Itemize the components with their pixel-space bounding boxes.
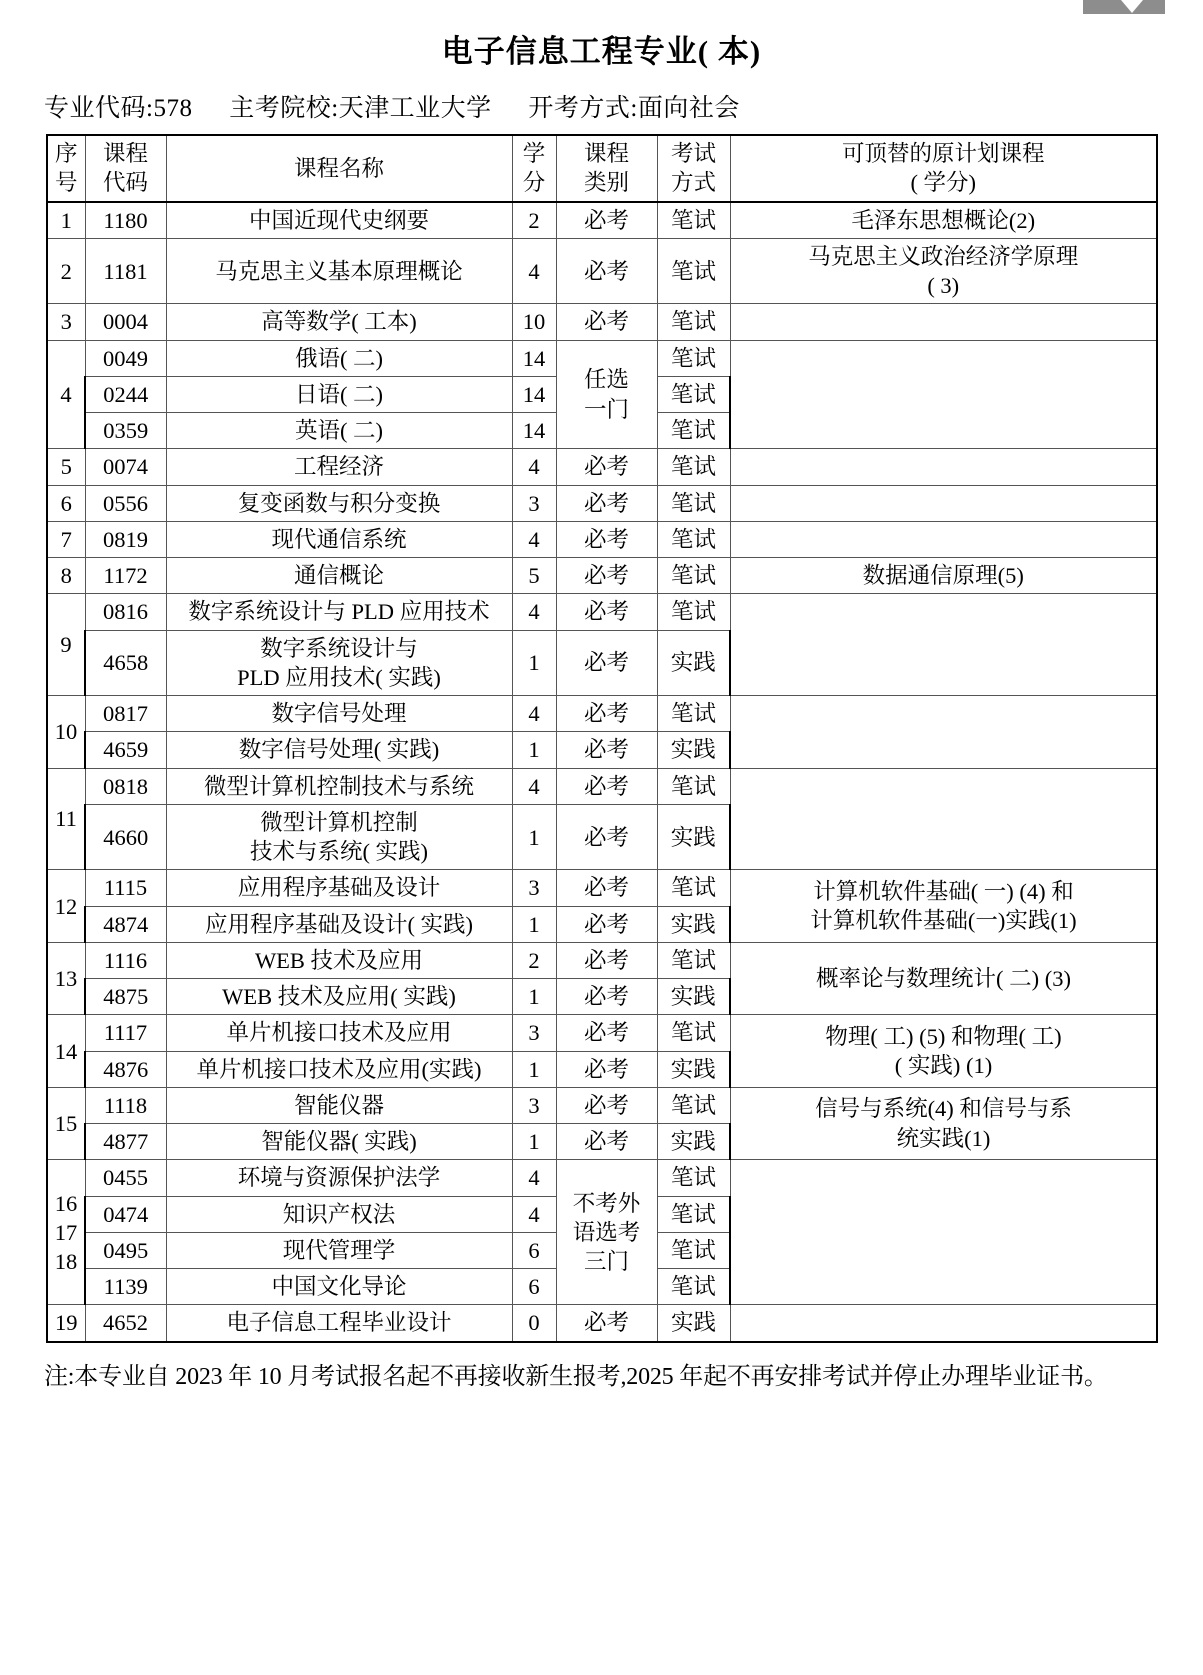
course-type-line3: 三门 bbox=[583, 1249, 629, 1275]
cell-exam-method: 笔试 bbox=[657, 1232, 730, 1268]
cell-course-name bbox=[166, 594, 512, 630]
course-name-line1: 微型计算机控制技术与系统 bbox=[203, 773, 474, 799]
host-school: 主考院校:天津工业大学 bbox=[229, 95, 492, 123]
course-name-line1: 智能仪器 bbox=[293, 1092, 384, 1118]
cell-substitute-course bbox=[730, 1015, 1157, 1088]
course-name-line1: 复变函数与积分变换 bbox=[237, 490, 441, 516]
cell-course-code: 0474 bbox=[85, 1196, 166, 1232]
table-row bbox=[47, 1305, 1157, 1342]
substitute-course-line2: ( 3) bbox=[927, 273, 960, 299]
substitute-course-line2: 计算机软件基础(一)实践(1) bbox=[810, 908, 1077, 934]
cell-course-code: 1116 bbox=[85, 942, 166, 978]
cell-substitute-course bbox=[730, 1305, 1157, 1342]
cell-course-type: 必考 bbox=[556, 304, 657, 340]
cell-course-type: 必考 bbox=[556, 630, 657, 696]
cell-exam-method: 笔试 bbox=[657, 304, 730, 340]
header-row bbox=[47, 135, 1157, 202]
cell-exam-method: 笔试 bbox=[657, 942, 730, 978]
cell-course-type: 必考 bbox=[556, 521, 657, 557]
col-header-code bbox=[85, 135, 166, 202]
cell-course-code: 0817 bbox=[85, 696, 166, 732]
cell-course-name bbox=[166, 1232, 512, 1268]
sequence-number-line1: 10 bbox=[54, 719, 78, 745]
cell-course-type: 必考 bbox=[556, 906, 657, 942]
cell-exam-method: 笔试 bbox=[657, 558, 730, 594]
sequence-number-line1: 3 bbox=[60, 309, 72, 335]
cell-substitute-course bbox=[730, 449, 1157, 485]
cell-course-code: 0455 bbox=[85, 1160, 166, 1196]
table-header bbox=[47, 135, 1157, 202]
course-name-line1: 数字系统设计与 PLD 应用技术 bbox=[188, 599, 490, 625]
course-name-line1: 日语( 二) bbox=[294, 381, 384, 407]
cell-course-type: 必考 bbox=[556, 942, 657, 978]
col-header-type-line2: 类别 bbox=[583, 170, 629, 196]
course-name-line1: 单片机接口技术及应用 bbox=[226, 1020, 452, 1046]
cell-credit: 14 bbox=[512, 376, 556, 412]
cell-course-name bbox=[166, 1196, 512, 1232]
cell-credit: 4 bbox=[512, 768, 556, 804]
cell-course-name bbox=[166, 1015, 512, 1051]
table-row bbox=[47, 304, 1157, 340]
cell-course-name bbox=[166, 630, 512, 696]
table-row bbox=[47, 340, 1157, 376]
cell-substitute-course bbox=[730, 521, 1157, 557]
cell-sequence-number bbox=[47, 696, 85, 769]
cell-course-code: 4877 bbox=[85, 1124, 166, 1160]
col-header-code-line2: 代码 bbox=[102, 170, 148, 196]
cell-sequence-number bbox=[47, 942, 85, 1015]
col-header-credit-line1: 学 bbox=[522, 141, 546, 167]
table-row bbox=[47, 485, 1157, 521]
cell-exam-method: 实践 bbox=[657, 1051, 730, 1087]
cell-course-name bbox=[166, 413, 512, 449]
course-name-line1: 数字系统设计与 bbox=[260, 635, 418, 661]
page-title: 电子信息工程专业( 本) bbox=[441, 34, 762, 69]
cell-sequence-number bbox=[47, 202, 85, 239]
cell-credit: 3 bbox=[512, 1087, 556, 1123]
cell-course-code: 0556 bbox=[85, 485, 166, 521]
course-name-line1: 中国近现代史纲要 bbox=[248, 207, 429, 233]
cell-course-code: 1172 bbox=[85, 558, 166, 594]
cell-course-type: 必考 bbox=[556, 1124, 657, 1160]
cell-exam-method: 笔试 bbox=[657, 376, 730, 412]
cell-course-type: 必考 bbox=[556, 696, 657, 732]
table-row bbox=[47, 870, 1157, 906]
cell-exam-method: 笔试 bbox=[657, 1196, 730, 1232]
course-type-line2: 语选考 bbox=[572, 1219, 641, 1245]
cell-credit: 2 bbox=[512, 202, 556, 239]
cell-credit: 10 bbox=[512, 304, 556, 340]
sequence-number-line1: 8 bbox=[60, 563, 72, 589]
course-name-line1: 智能仪器( 实践) bbox=[261, 1129, 417, 1155]
course-name-line1: 现代通信系统 bbox=[271, 526, 407, 552]
cell-course-code: 1118 bbox=[85, 1087, 166, 1123]
cell-course-name bbox=[166, 696, 512, 732]
course-plan-table bbox=[46, 134, 1158, 1343]
sequence-number-line1: 1 bbox=[60, 207, 72, 233]
cell-exam-method: 笔试 bbox=[657, 768, 730, 804]
cell-sequence-number bbox=[47, 1087, 85, 1160]
cell-credit: 3 bbox=[512, 485, 556, 521]
cell-course-name bbox=[166, 979, 512, 1015]
cell-course-name bbox=[166, 1124, 512, 1160]
cell-course-code: 4875 bbox=[85, 979, 166, 1015]
cell-course-name bbox=[166, 1269, 512, 1305]
sequence-number-line1: 9 bbox=[60, 632, 72, 658]
course-name-line1: 工程经济 bbox=[293, 454, 384, 480]
course-name-line1: 电子信息工程毕业设计 bbox=[226, 1310, 452, 1336]
cell-course-code: 4660 bbox=[85, 804, 166, 870]
cell-course-name bbox=[166, 521, 512, 557]
cell-course-name bbox=[166, 768, 512, 804]
cell-substitute-course bbox=[730, 238, 1157, 304]
cell-course-name bbox=[166, 1087, 512, 1123]
cell-credit: 0 bbox=[512, 1305, 556, 1342]
cell-course-type: 必考 bbox=[556, 870, 657, 906]
cell-course-code: 4652 bbox=[85, 1305, 166, 1342]
table-row bbox=[47, 942, 1157, 978]
sequence-number-line1: 12 bbox=[54, 893, 78, 919]
cell-course-type bbox=[556, 1160, 657, 1305]
substitute-course-line2: ( 实践) (1) bbox=[894, 1053, 993, 1079]
col-header-substitute-line1: 可顶替的原计划课程 bbox=[841, 141, 1045, 167]
cell-sequence-number bbox=[47, 521, 85, 557]
cell-credit: 5 bbox=[512, 558, 556, 594]
cell-exam-method: 实践 bbox=[657, 630, 730, 696]
course-name-line1: 知识产权法 bbox=[282, 1201, 396, 1227]
col-header-exam bbox=[657, 135, 730, 202]
cell-exam-method: 实践 bbox=[657, 732, 730, 768]
cell-exam-method: 笔试 bbox=[657, 521, 730, 557]
cell-exam-method: 笔试 bbox=[657, 594, 730, 630]
cell-exam-method: 实践 bbox=[657, 906, 730, 942]
cell-course-type bbox=[556, 340, 657, 449]
sequence-number-line1: 19 bbox=[55, 1310, 78, 1336]
cell-course-type: 必考 bbox=[556, 1051, 657, 1087]
cell-exam-method: 实践 bbox=[657, 979, 730, 1015]
cell-substitute-course bbox=[730, 202, 1157, 239]
cell-substitute-course bbox=[730, 558, 1157, 594]
cell-credit: 1 bbox=[512, 732, 556, 768]
course-name-line1: 现代管理学 bbox=[282, 1237, 396, 1263]
col-header-substitute-line2: ( 学分) bbox=[910, 170, 977, 196]
col-header-exam-line1: 考试 bbox=[670, 141, 716, 167]
cell-credit: 1 bbox=[512, 630, 556, 696]
col-header-seq bbox=[47, 135, 85, 202]
cell-credit: 14 bbox=[512, 413, 556, 449]
cell-course-name bbox=[166, 1160, 512, 1196]
cell-credit: 3 bbox=[512, 1015, 556, 1051]
course-name-line1: 俄语( 二) bbox=[294, 345, 384, 371]
cell-course-code: 0818 bbox=[85, 768, 166, 804]
cell-course-name bbox=[166, 558, 512, 594]
cell-sequence-number bbox=[47, 449, 85, 485]
cell-course-code: 1180 bbox=[85, 202, 166, 239]
cell-course-code: 0819 bbox=[85, 521, 166, 557]
cell-credit: 4 bbox=[512, 1160, 556, 1196]
cell-exam-method: 笔试 bbox=[657, 1087, 730, 1123]
cell-course-code: 1117 bbox=[85, 1015, 166, 1051]
cell-course-type: 必考 bbox=[556, 804, 657, 870]
col-header-name: 课程名称 bbox=[166, 135, 512, 202]
exam-mode: 开考方式:面向社会 bbox=[528, 95, 740, 123]
cell-course-code: 0049 bbox=[85, 340, 166, 376]
cell-substitute-course bbox=[730, 768, 1157, 870]
cell-substitute-course bbox=[730, 870, 1157, 943]
document-meta bbox=[0, 70, 1203, 134]
table-row bbox=[47, 1015, 1157, 1051]
cell-course-code: 0004 bbox=[85, 304, 166, 340]
table-row bbox=[47, 594, 1157, 630]
cell-credit: 4 bbox=[512, 594, 556, 630]
course-name-line1: 微型计算机控制 bbox=[260, 809, 418, 835]
substitute-course-line2: 统实践(1) bbox=[896, 1125, 991, 1151]
cell-exam-method: 笔试 bbox=[657, 238, 730, 304]
substitute-course-line1: 概率论与数理统计( 二) (3) bbox=[816, 966, 1071, 992]
table-body bbox=[47, 202, 1157, 1342]
cell-sequence-number bbox=[47, 1015, 85, 1088]
cell-exam-method: 笔试 bbox=[657, 485, 730, 521]
course-name-line1: 通信概论 bbox=[293, 563, 384, 589]
cell-course-code: 4874 bbox=[85, 906, 166, 942]
sequence-number-line1: 4 bbox=[60, 381, 72, 407]
cell-course-code: 1139 bbox=[85, 1269, 166, 1305]
cell-credit: 2 bbox=[512, 942, 556, 978]
cell-course-name bbox=[166, 906, 512, 942]
sequence-number-line1: 14 bbox=[54, 1038, 78, 1064]
cell-credit: 4 bbox=[512, 696, 556, 732]
cell-course-code: 4658 bbox=[85, 630, 166, 696]
substitute-course-line1: 物理( 工) (5) 和物理( 工) bbox=[825, 1023, 1062, 1049]
cell-exam-method: 实践 bbox=[657, 804, 730, 870]
cell-course-type: 必考 bbox=[556, 732, 657, 768]
cell-substitute-course bbox=[730, 340, 1157, 449]
cell-course-type: 必考 bbox=[556, 1305, 657, 1342]
col-header-substitute bbox=[730, 135, 1157, 202]
cell-sequence-number bbox=[47, 870, 85, 943]
cell-credit: 4 bbox=[512, 449, 556, 485]
cell-exam-method: 笔试 bbox=[657, 413, 730, 449]
course-name-line1: 马克思主义基本原理概论 bbox=[215, 258, 463, 284]
cell-course-code: 4876 bbox=[85, 1051, 166, 1087]
cell-course-code: 0816 bbox=[85, 594, 166, 630]
cell-substitute-course bbox=[730, 1160, 1157, 1305]
cell-course-type: 必考 bbox=[556, 1015, 657, 1051]
cell-credit: 4 bbox=[512, 521, 556, 557]
cell-credit: 4 bbox=[512, 1196, 556, 1232]
course-name-line1: 应用程序基础及设计 bbox=[237, 875, 441, 901]
sequence-number-line1: 2 bbox=[60, 258, 72, 284]
cell-course-name bbox=[166, 449, 512, 485]
course-type-line1: 不考外 bbox=[572, 1190, 641, 1216]
col-header-exam-line2: 方式 bbox=[670, 170, 716, 196]
cell-exam-method: 笔试 bbox=[657, 1160, 730, 1196]
cell-course-type: 必考 bbox=[556, 449, 657, 485]
table-row bbox=[47, 1160, 1157, 1196]
sequence-number-line1: 5 bbox=[60, 454, 72, 480]
cell-sequence-number bbox=[47, 558, 85, 594]
cell-substitute-course bbox=[730, 485, 1157, 521]
cell-exam-method: 笔试 bbox=[657, 1269, 730, 1305]
course-name-line1: 英语( 二) bbox=[294, 418, 384, 444]
table-row bbox=[47, 696, 1157, 732]
sequence-number-line1: 16 bbox=[54, 1190, 78, 1216]
cell-exam-method: 笔试 bbox=[657, 696, 730, 732]
cell-credit: 6 bbox=[512, 1269, 556, 1305]
cell-course-code: 4659 bbox=[85, 732, 166, 768]
cell-credit: 1 bbox=[512, 804, 556, 870]
cell-course-type: 必考 bbox=[556, 238, 657, 304]
cell-course-type: 必考 bbox=[556, 979, 657, 1015]
cell-sequence-number bbox=[47, 304, 85, 340]
cell-sequence-number bbox=[47, 485, 85, 521]
sequence-number-line1: 11 bbox=[55, 806, 77, 832]
cell-exam-method: 实践 bbox=[657, 1305, 730, 1342]
cell-course-name bbox=[166, 376, 512, 412]
cell-substitute-course bbox=[730, 942, 1157, 1015]
col-header-code-line1: 课程 bbox=[102, 141, 148, 167]
table-row bbox=[47, 1087, 1157, 1123]
substitute-course-line1: 信号与系统(4) 和信号与系 bbox=[815, 1096, 1072, 1122]
course-name-line1: 数字信号处理 bbox=[271, 701, 407, 727]
cell-course-code: 1115 bbox=[85, 870, 166, 906]
cell-exam-method: 笔试 bbox=[657, 202, 730, 239]
col-header-credit-line2: 分 bbox=[522, 170, 546, 196]
cell-substitute-course bbox=[730, 304, 1157, 340]
sequence-number-line2: 17 bbox=[54, 1219, 78, 1245]
cell-exam-method: 笔试 bbox=[657, 340, 730, 376]
cell-credit: 1 bbox=[512, 906, 556, 942]
course-name-line1: WEB 技术及应用 bbox=[254, 947, 424, 973]
cell-course-name bbox=[166, 1305, 512, 1342]
cell-course-name bbox=[166, 340, 512, 376]
course-name-line1: 数字信号处理( 实践) bbox=[238, 737, 440, 763]
cell-sequence-number bbox=[47, 1160, 85, 1305]
cell-sequence-number bbox=[47, 768, 85, 870]
cell-credit: 6 bbox=[512, 1232, 556, 1268]
course-name-line1: 中国文化导论 bbox=[271, 1274, 407, 1300]
course-name-line2: 技术与系统( 实践) bbox=[249, 839, 429, 865]
col-header-seq-line1: 序 bbox=[54, 141, 78, 167]
cell-course-name bbox=[166, 732, 512, 768]
sequence-number-line1: 13 bbox=[54, 966, 78, 992]
cell-credit: 1 bbox=[512, 979, 556, 1015]
cell-course-type: 必考 bbox=[556, 1087, 657, 1123]
course-name-line2: PLD 应用技术( 实践) bbox=[237, 664, 441, 690]
cell-course-code: 1181 bbox=[85, 238, 166, 304]
cell-course-type: 必考 bbox=[556, 202, 657, 239]
substitute-course-line1: 计算机软件基础( 一) (4) 和 bbox=[813, 878, 1074, 904]
cell-course-type: 必考 bbox=[556, 485, 657, 521]
course-type-line1: 任选 bbox=[583, 367, 629, 393]
scan-artifact bbox=[1083, 0, 1165, 14]
sequence-number-line1: 6 bbox=[60, 490, 72, 516]
cell-sequence-number bbox=[47, 1305, 85, 1342]
cell-sequence-number bbox=[47, 340, 85, 449]
sequence-number-line1: 7 bbox=[60, 526, 72, 552]
col-header-credit bbox=[512, 135, 556, 202]
footnote: 注:本专业自 2023 年 10 月考试报名起不再接收新生报考,2025 年起不再安排考试并停止办理毕业证书。 bbox=[44, 1363, 1108, 1390]
substitute-course-line1: 毛泽东思想概论(2) bbox=[851, 207, 1036, 233]
cell-exam-method: 实践 bbox=[657, 1124, 730, 1160]
cell-credit: 1 bbox=[512, 1124, 556, 1160]
cell-course-code: 0359 bbox=[85, 413, 166, 449]
cell-course-name bbox=[166, 304, 512, 340]
course-name-line1: 应用程序基础及设计( 实践) bbox=[204, 911, 474, 937]
cell-substitute-course bbox=[730, 696, 1157, 769]
cell-course-name bbox=[166, 804, 512, 870]
sequence-number-line3: 18 bbox=[54, 1249, 78, 1275]
table-row bbox=[47, 449, 1157, 485]
cell-course-code: 0074 bbox=[85, 449, 166, 485]
cell-exam-method: 笔试 bbox=[657, 449, 730, 485]
cell-credit: 14 bbox=[512, 340, 556, 376]
sequence-number-line1: 15 bbox=[54, 1111, 78, 1137]
course-name-line1: 高等数学( 工本) bbox=[261, 309, 417, 335]
cell-exam-method: 笔试 bbox=[657, 1015, 730, 1051]
cell-substitute-course bbox=[730, 1087, 1157, 1160]
course-name-line1: 环境与资源保护法学 bbox=[237, 1165, 441, 1191]
cell-course-name bbox=[166, 870, 512, 906]
col-header-type-line1: 课程 bbox=[583, 141, 629, 167]
cell-credit: 4 bbox=[512, 238, 556, 304]
cell-credit: 1 bbox=[512, 1051, 556, 1087]
cell-credit: 3 bbox=[512, 870, 556, 906]
cell-course-name bbox=[166, 485, 512, 521]
cell-course-code: 0244 bbox=[85, 376, 166, 412]
cell-course-code: 0495 bbox=[85, 1232, 166, 1268]
major-code: 专业代码:578 bbox=[44, 95, 193, 123]
cell-course-name bbox=[166, 942, 512, 978]
substitute-course-line1: 马克思主义政治经济学原理 bbox=[808, 243, 1079, 269]
course-name-line1: WEB 技术及应用( 实践) bbox=[222, 984, 456, 1010]
cell-course-name bbox=[166, 238, 512, 304]
table-row bbox=[47, 202, 1157, 239]
cell-course-name bbox=[166, 1051, 512, 1087]
table-row bbox=[47, 521, 1157, 557]
cell-sequence-number bbox=[47, 238, 85, 304]
table-row bbox=[47, 558, 1157, 594]
cell-course-type: 必考 bbox=[556, 558, 657, 594]
cell-course-type: 必考 bbox=[556, 768, 657, 804]
cell-exam-method: 笔试 bbox=[657, 870, 730, 906]
cell-substitute-course bbox=[730, 594, 1157, 696]
col-header-type bbox=[556, 135, 657, 202]
course-type-line2: 一门 bbox=[583, 396, 629, 422]
cell-sequence-number bbox=[47, 594, 85, 696]
col-header-seq-line2: 号 bbox=[54, 170, 78, 196]
table-row bbox=[47, 768, 1157, 804]
table-row bbox=[47, 238, 1157, 304]
cell-course-type: 必考 bbox=[556, 594, 657, 630]
substitute-course-line1: 数据通信原理(5) bbox=[862, 563, 1024, 589]
course-name-line1: 单片机接口技术及应用(实践) bbox=[196, 1056, 482, 1082]
cell-course-name bbox=[166, 202, 512, 239]
